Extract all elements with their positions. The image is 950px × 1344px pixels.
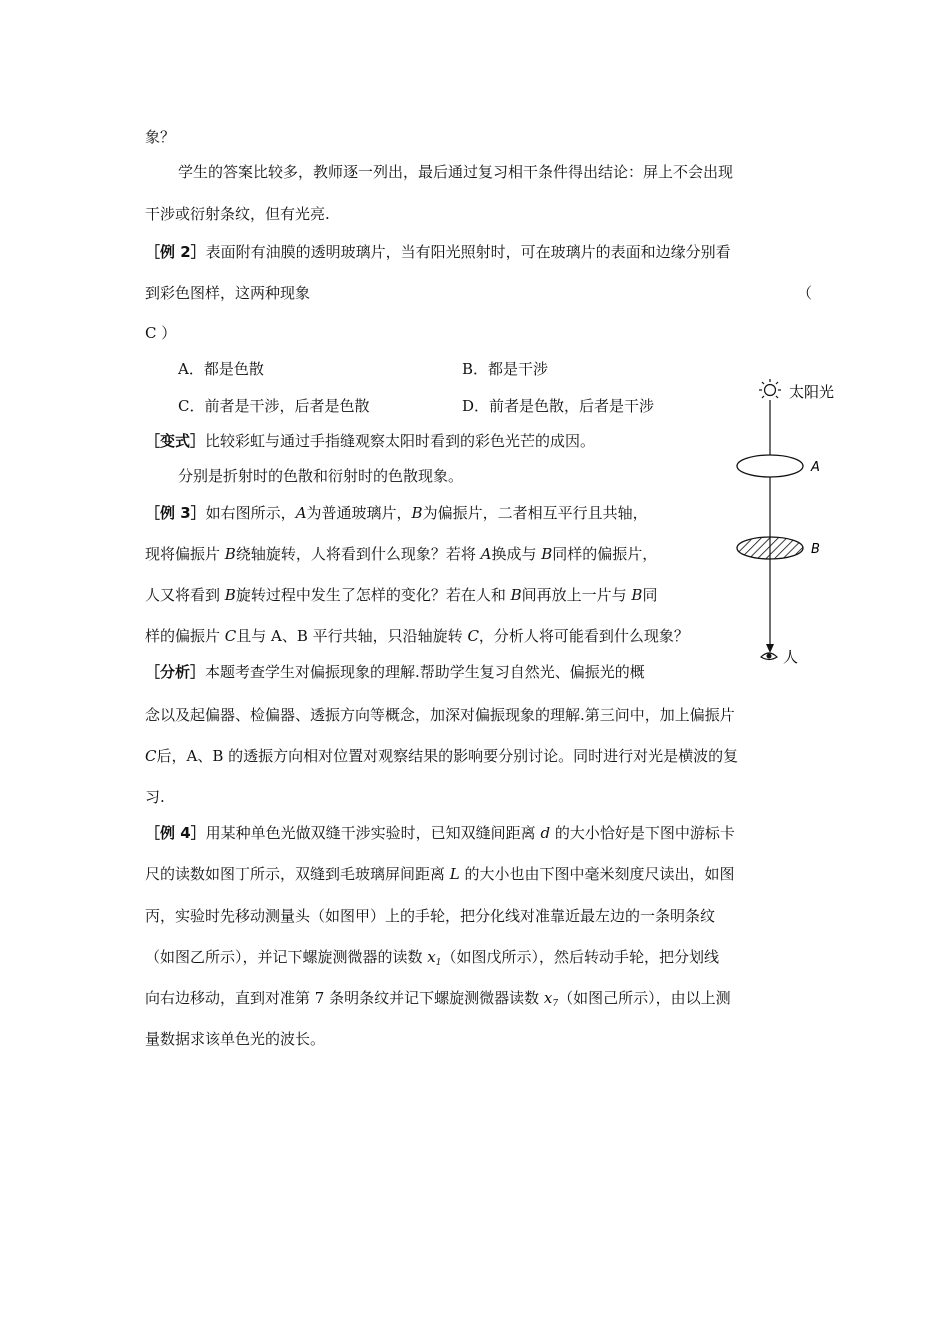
example-3-line-2 [145,544,657,564]
example-4-line-3: 丙，实验时先移动测量头（如图甲）上的手轮，把分化线对准靠近最左边的一条明条纹 [145,907,716,925]
var-b: B [541,545,553,563]
subscript-1: 1 [435,958,442,968]
var-a: A [295,504,307,522]
polarizer-b [737,537,803,559]
text: 用某种单色光做双缝干涉实验时，已知双缝间距离 [205,824,541,842]
example-4-line-5 [145,988,731,1014]
analysis-line-4: 习. [145,788,165,806]
example-3-tag: ［例 3］ [145,504,206,522]
option-b: B．都是干涉 [462,360,549,378]
polarizer-diagram [725,370,850,675]
variant-text: 比较彩虹与通过手指缝观察太阳时看到的彩色光芒的成因。 [205,432,596,450]
var-c: C [224,627,237,645]
para-answer-line-1: 学生的答案比较多，教师逐一列出，最后通过复习相干条件得出结论：屏上不会出现 [178,163,734,181]
analysis-line-2: 念以及起偏器、检偏器、透振方向等概念，加深对偏振现象的理解.第三问中，加上偏振片 [145,706,735,724]
example-2-line-2: 到彩色图样，这两种现象 [145,284,311,302]
answer-paren-open: （ [797,284,813,302]
glass-plate-a [737,455,803,477]
option-d: D．前者是色散，后者是干涉 [462,397,655,415]
var-b: B [224,586,236,604]
var-x: x [543,989,553,1007]
text: 人又将看到 [145,586,225,604]
eye-icon [761,653,777,660]
analysis-text: 本题考查学生对偏振现象的理解.帮助学生复习自然光、偏振光的概 [205,663,645,681]
variant-line-2: 分别是折射时的色散和衍射时的色散现象。 [178,467,464,485]
example-2-text: 表面附有油膜的透明玻璃片，当有阳光照射时，可在玻璃片的表面和边缘分别看 [205,243,731,261]
text: 为普通玻璃片， [306,504,412,522]
text: 同 [642,586,658,604]
text: 现将偏振片 [145,545,225,563]
analysis-tag: ［分析］ [145,663,206,681]
var-c: C [467,627,479,645]
text: 向右边移动，直到对准第 7 条明条纹并记下螺旋测微器读数 [145,989,544,1007]
text: 如右图所示， [205,504,296,522]
var-b: B [224,545,236,563]
example-2-tag: ［例 2］ [145,243,206,261]
answer-letter: C ） [145,324,177,342]
sun-label: 太阳光 [789,383,835,401]
analysis-line-1 [145,662,645,682]
example-4-tag: ［例 4］ [145,824,206,842]
variant-line-1 [145,431,595,451]
text: 且与 A、B 平行共轴，只沿轴旋转 [236,627,468,645]
plate-a-label: A [811,460,820,475]
subscript-7: 7 [552,999,559,1009]
text: 间再放上一片与 [521,586,632,604]
example-2-line-1 [145,242,731,262]
var-d: d [540,824,551,842]
var-b: B [411,504,423,522]
para-continuation: 象？ [145,128,176,146]
example-4-line-6: 量数据求该单色光的波长。 [145,1030,326,1048]
variant-tag: ［变式］ [145,432,206,450]
var-x: x [427,948,436,966]
text: 绕轴旋转，人将看到什么现象？若将 [235,545,481,563]
text: 为偏振片，二者相互平行且共轴， [422,504,648,522]
text: （如图己所示），由以上测 [558,989,731,1007]
text: ，分析人将可能看到什么现象？ [478,627,689,645]
text: 的大小恰好是下图中游标卡 [550,824,735,842]
text: （如图乙所示），并记下螺旋测微器的读数 [145,948,428,966]
polarizer-b-label: B [811,542,820,557]
text: 样的偏振片 [145,627,225,645]
para-answer-line-2: 干涉或衍射条纹，但有光亮. [145,205,330,223]
person-label: 人 [783,648,799,666]
example-4-line-1 [145,823,735,843]
option-c: C．前者是干涉，后者是色散 [178,397,370,415]
text: （如图戊所示），然后转动手轮，把分划线 [441,948,719,966]
text: 的大小也由下图中毫米刻度尺读出，如图 [459,865,735,883]
arrow-head [766,644,774,653]
text: 同样的偏振片， [552,545,658,563]
sun-icon [759,379,781,398]
text: 后，A、B 的透振方向相对位置对观察结果的影响要分别讨论。同时进行对光是横波的复 [156,747,739,765]
example-4-line-2 [145,864,735,884]
example-4-line-4 [145,947,719,973]
example-3-line-3 [145,585,657,605]
var-c: C [145,747,157,765]
var-b: B [510,586,522,604]
var-b: B [631,586,643,604]
text: 换成与 [491,545,542,563]
var-l: L [449,865,460,883]
text: 旋转过程中发生了怎样的变化？若在人和 [235,586,511,604]
example-3-line-1 [145,503,648,523]
analysis-line-3 [145,746,738,766]
text: 尺的读数如图丁所示，双缝到毛玻璃屏间距离 [145,865,450,883]
example-3-line-4 [145,626,689,646]
option-a: A．都是色散 [178,360,264,378]
var-a: A [480,545,492,563]
